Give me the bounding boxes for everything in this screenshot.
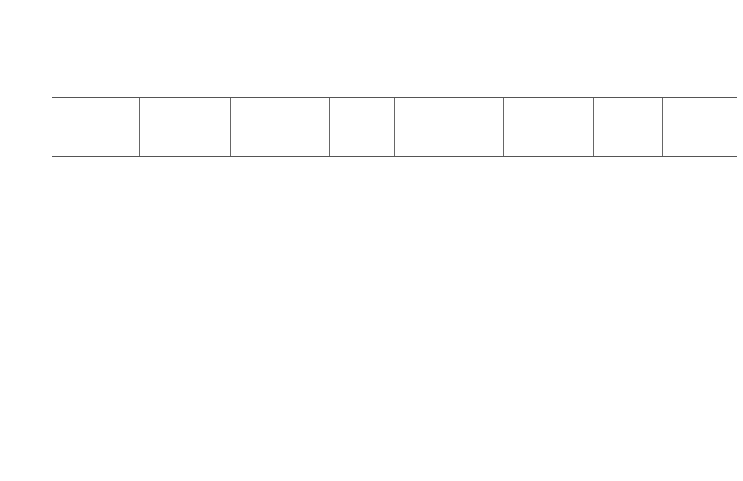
header-preis — [662, 98, 737, 157]
header-wandst — [394, 98, 503, 157]
header-hoehe — [329, 98, 394, 157]
header-artikel-glatt — [52, 98, 139, 157]
header-artikel-gelocht — [139, 98, 230, 157]
price-table — [52, 97, 737, 157]
table-header-row — [52, 98, 737, 157]
header-gewicht — [503, 98, 593, 157]
header-dn — [230, 98, 329, 157]
header-anzahl — [593, 98, 662, 157]
